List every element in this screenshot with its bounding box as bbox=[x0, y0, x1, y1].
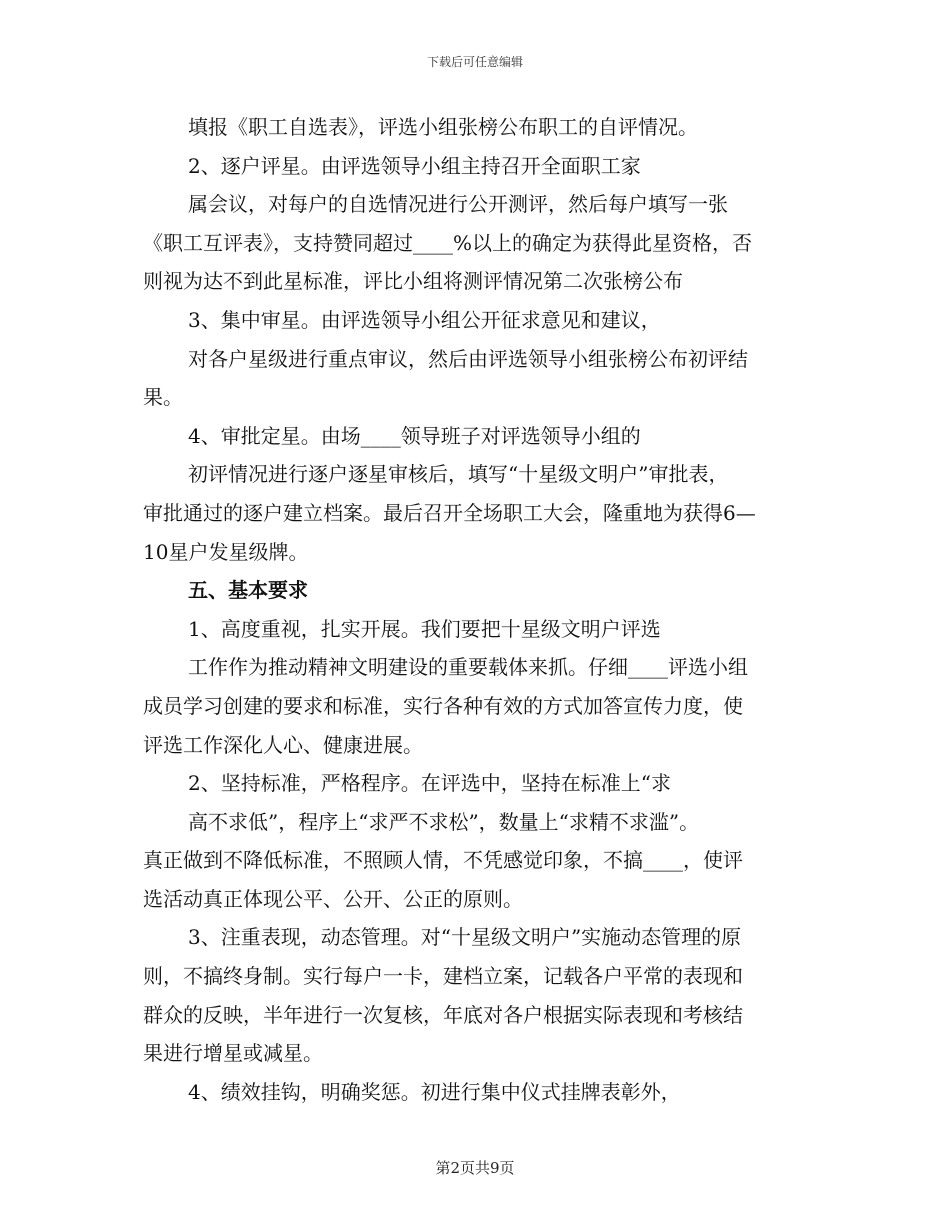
text-line: 果进行增星或减星。 bbox=[143, 1041, 323, 1066]
text-line: 填报《职工自选表》，评选小组张榜公布职工的自评情况。 bbox=[188, 115, 698, 139]
page-header: 下载后可任意编辑 bbox=[426, 55, 523, 69]
text-line: 高不求低”，程序上“求严不求松”，数量上“求精不求滥”。 bbox=[188, 809, 700, 834]
text-line: 审批通过的逐户建立档案。最后召开全场职工大会，隆重地为获得6— bbox=[143, 500, 756, 525]
document-body bbox=[143, 108, 808, 1111]
text-line: 3、注重表现，动态管理。对“十星级文明户”实施动态管理的原 bbox=[188, 925, 742, 950]
text-line: 4、绩效挂钩，明确奖惩。初进行集中仪式挂牌表彰外， bbox=[188, 1079, 681, 1104]
section-heading: 五、基本要求 bbox=[188, 578, 308, 603]
text-line: 成员学习创建的要求和标准，实行各种有效的方式加答宣传力度，使 bbox=[143, 693, 743, 718]
text-line: 选活动真正体现公平、公开、公正的原则。 bbox=[143, 886, 523, 911]
text-line: 则视为达不到此星标准，评比小组将测评情况第二次张榜公布 bbox=[143, 269, 683, 294]
text-line: 属会议，对每户的自选情况进行公开测评，然后每户填写一张 bbox=[188, 192, 728, 217]
text-line: 3、集中审星。由评选领导小组公开征求意见和建议， bbox=[188, 307, 661, 332]
text-line: 初评情况进行逐户逐星审核后，填写“十星级文明户”审批表， bbox=[188, 462, 729, 487]
text-line: 则，不搞终身制。实行每户一卡，建档立案，记载各户平常的表现和 bbox=[143, 964, 743, 989]
text-line: 果。 bbox=[143, 385, 183, 410]
text-line: 《职工互评表》，支持赞同超过____%以上的确定为获得此星资格，否 bbox=[143, 230, 753, 255]
text-line: 工作作为推动精神文明建设的重要载体来抓。仔细____评选小组 bbox=[188, 655, 748, 680]
text-line: 4、审批定星。由场____领导班子对评选领导小组的 bbox=[188, 423, 641, 448]
text-line: 真正做到不降低标准，不照顾人情，不凭感觉印象，不搞____，使评 bbox=[143, 848, 743, 873]
text-line: 2、逐户评星。由评选领导小组主持召开全面职工家 bbox=[188, 153, 641, 178]
text-line: 评选工作深化人心、健康进展。 bbox=[143, 732, 423, 757]
text-line: 对各户星级进行重点审议，然后由评选领导小组张榜公布初评结 bbox=[188, 346, 748, 371]
text-line: 1、高度重视，扎实开展。我们要把十星级文明户评选 bbox=[188, 616, 661, 641]
page-footer: 第2页共9页 bbox=[435, 1159, 515, 1177]
text-line: 群众的反映，半年进行一次复核，年底对各户根据实际表现和考核结 bbox=[143, 1002, 743, 1027]
text-line: 2、坚持标准，严格程序。在评选中，坚持在标准上“求 bbox=[188, 771, 671, 796]
text-line: 10星户发星级牌。 bbox=[143, 539, 309, 564]
